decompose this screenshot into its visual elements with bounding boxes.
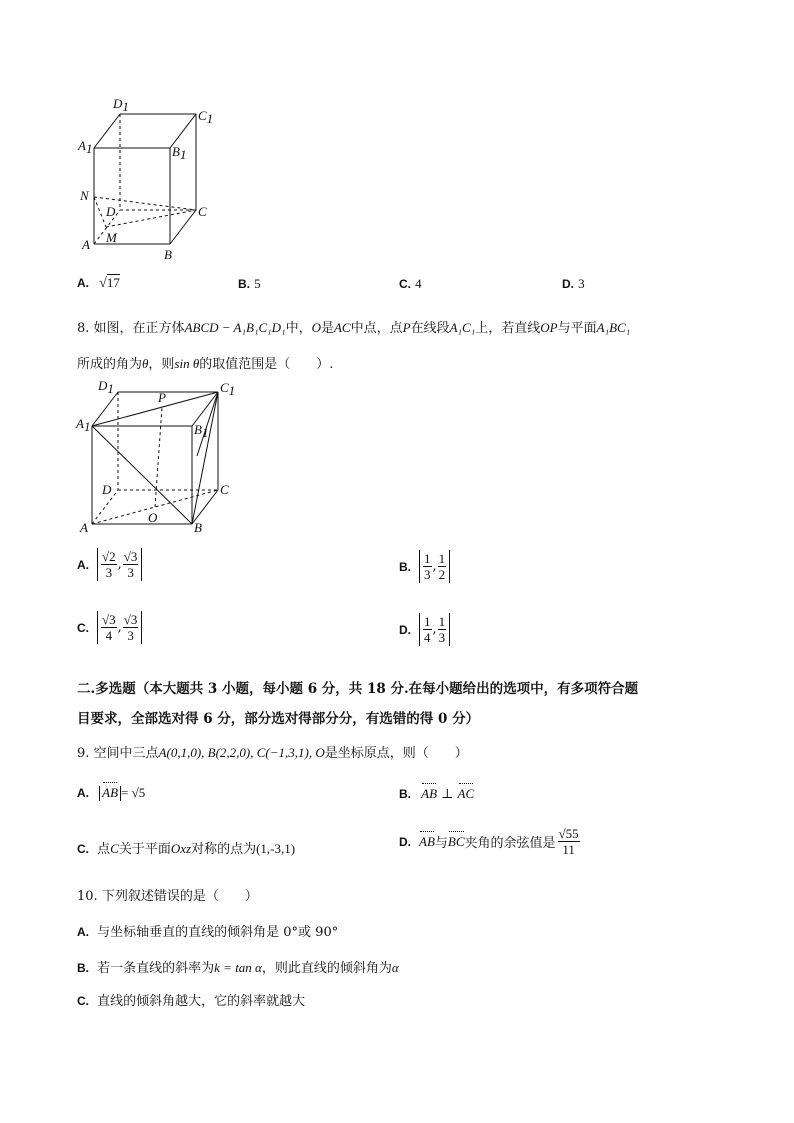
q10-text: ，则此直线的倾斜角为 [261,961,392,976]
q9-option-a-value: = √5 [121,785,146,800]
q8-stem-line1 [77,317,630,336]
q8-option-c-letter: C. [77,620,89,635]
q7-option-c-letter: C. [399,277,411,291]
q8-theta: θ [142,356,149,371]
q8-text: 所成的角为 [77,357,143,372]
q9-text: 对称的点为 [191,842,257,857]
q10-number: 10. [77,889,98,904]
q7-option-a[interactable] [77,275,120,292]
q9-text: 是坐标原点，则（ ） [324,746,468,761]
q9-option-c-letter: C. [77,842,89,856]
q7-option-d-text: 3 [578,276,585,291]
perp-symbol: ⊥ [441,787,454,802]
interval: $\frac{1}{4}$ , $\frac{1}{3}$ [419,613,450,646]
q8-plane: A₁BC₁ [596,320,631,335]
q9-points: A(0,1,0), B(2,2,0), C(−1,3,1), O [158,745,325,760]
q7-option-c[interactable] [399,276,422,292]
q10-option-b[interactable] [77,957,399,976]
q9-option-c[interactable] [77,838,295,857]
interval: $\frac{√3}{4}$ , $\frac{√3}{3}$ [97,611,142,644]
q9-text: 夹角的余弦值是 [464,836,556,851]
q7-option-a-text: 17 [106,275,120,290]
q8-option-a[interactable] [77,548,142,581]
label-m: M [106,230,117,245]
q8-segment-a1c1: A₁C₁ [449,320,476,335]
q10-option-c[interactable] [77,990,305,1009]
q8-text: 如图，在正方体 [93,321,185,336]
fraction: $\frac{1}{3}$ [424,551,431,582]
q10-option-c-text: 直线的倾斜角越大，它的斜率就越大 [97,994,306,1009]
label-d1: D1 [98,378,114,396]
label-a: A [82,237,90,252]
figure-cube-q7 [70,92,220,262]
q8-segment-ac: AC [333,320,351,335]
label-a1: A1 [78,138,93,156]
vector-ab: AB [419,833,435,849]
fraction: $\frac{1}{3}$ [438,614,446,645]
q9-text: 关于平面 [118,842,171,857]
figure-cube-q8 [72,376,242,541]
q8-sin-theta: sin θ [174,356,200,371]
abs-value [99,786,121,801]
q8-text: 在线段 [410,321,450,336]
fraction: $\frac{1}{2}$ [438,551,446,582]
label-o: O [148,510,158,525]
q9-option-d[interactable] [399,826,580,857]
q10-text: 下列叙述错误的是（ ） [101,889,258,904]
q8-text: 上，若直线 [475,321,541,336]
q9-option-d-letter: D. [399,834,411,849]
q8-text: 中， [285,321,312,336]
vector-ab: AB [421,786,438,801]
q10-equation: k = tan α [214,960,262,975]
fraction: $\frac{√3}{3}$ [123,612,138,643]
q7-option-c-text: 4 [415,276,422,291]
q8-number: 8. [77,321,90,336]
vector-ab: AB [102,785,119,800]
q9-option-b-letter: B. [399,787,411,801]
q8-text: 中点，点 [350,321,403,336]
q9-point-c: C [110,841,119,856]
q8-text: 与平面 [557,321,597,336]
label-b: B [164,247,172,262]
label-d: D [102,482,112,497]
label-c1: C1 [198,108,214,126]
q8-option-d-letter: D. [399,622,411,637]
q10-option-a[interactable] [77,921,338,940]
fraction: $\frac{1}{4}$ [424,614,431,645]
q10-option-a-text: 与坐标轴垂直的直线的倾斜角是 0°或 90° [97,925,339,940]
q7-option-a-letter: A. [77,276,89,290]
label-d: D [106,204,116,219]
q9-text: 点 [97,842,111,857]
q7-option-d-letter: D. [562,277,574,291]
label-n: N [80,188,89,203]
vector-ac: AC [457,786,475,801]
q8-stem-line2 [77,353,333,372]
q10-stem [77,885,258,904]
label-c: C [198,204,207,219]
q8-point-p: P [402,320,411,335]
label-b1: B1 [194,422,209,440]
q7-option-b-text: 5 [254,276,261,291]
label-b1: B1 [172,144,187,162]
q7-option-b[interactable] [238,276,261,292]
q9-text: 空间中三点 [93,746,159,761]
q9-point: (1,-3,1) [256,841,296,856]
q10-text: 若一条直线的斜率为 [97,961,215,976]
q9-stem [77,742,468,761]
sqrt-symbol: √ [99,276,107,291]
q9-option-a[interactable] [77,785,145,801]
label-p: P [158,390,166,405]
fraction: $\frac{√2}{3}$ [102,549,116,580]
q10-alpha: α [391,960,399,975]
q9-text: 与 [434,836,448,851]
q8-point-o: O [311,320,321,335]
label-b: B [194,520,202,535]
q7-option-d[interactable] [562,276,585,292]
q8-option-a-letter: A. [77,557,89,572]
q8-text: ，则 [148,357,175,372]
q10-option-c-letter: C. [77,994,89,1008]
q9-option-b[interactable] [399,786,474,802]
q8-text: 的取值范围是（ ）. [199,357,334,372]
label-a: A [80,520,88,535]
q8-line-op: OP [540,320,558,335]
section-heading-line2: 目要求，全部选对得 6 分，部分选对得部分分，有选错的得 0 分） [77,711,480,727]
q8-cube-name: ABCD − A₁B₁C₁D₁ [184,320,286,335]
fraction: $\frac{√55}{11}$ [558,826,579,857]
q7-option-b-letter: B. [238,277,250,291]
q9-plane-oxz: Oxz [170,841,192,856]
q8-option-d[interactable] [399,613,450,646]
vector-bc: BC [447,833,465,849]
interval: $\frac{1}{3}$ , $\frac{1}{2}$ [419,550,450,583]
q10-option-b-letter: B. [77,961,89,975]
q8-option-b[interactable] [399,550,450,583]
label-d1: D1 [113,96,129,114]
label-a1: A1 [76,416,91,434]
fraction: $\frac{√3}{4}$ [102,612,116,643]
q9-option-a-letter: A. [77,786,89,800]
label-c1: C1 [220,380,236,398]
q8-option-c[interactable] [77,611,142,644]
section-heading-line1: 二.多选题（本大题共 3 小题，每小题 6 分，共 18 分.在每小题给出的选项中，有多项符合题 [77,681,639,697]
q8-text: 是 [320,321,334,336]
q9-number: 9. [77,746,90,761]
label-c: C [220,482,229,497]
fraction: $\frac{√3}{3}$ [123,549,138,580]
interval: $\frac{√2}{3}$ , $\frac{√3}{3}$ [97,548,142,581]
q8-option-b-letter: B. [399,559,411,574]
q10-option-a-letter: A. [77,925,89,939]
